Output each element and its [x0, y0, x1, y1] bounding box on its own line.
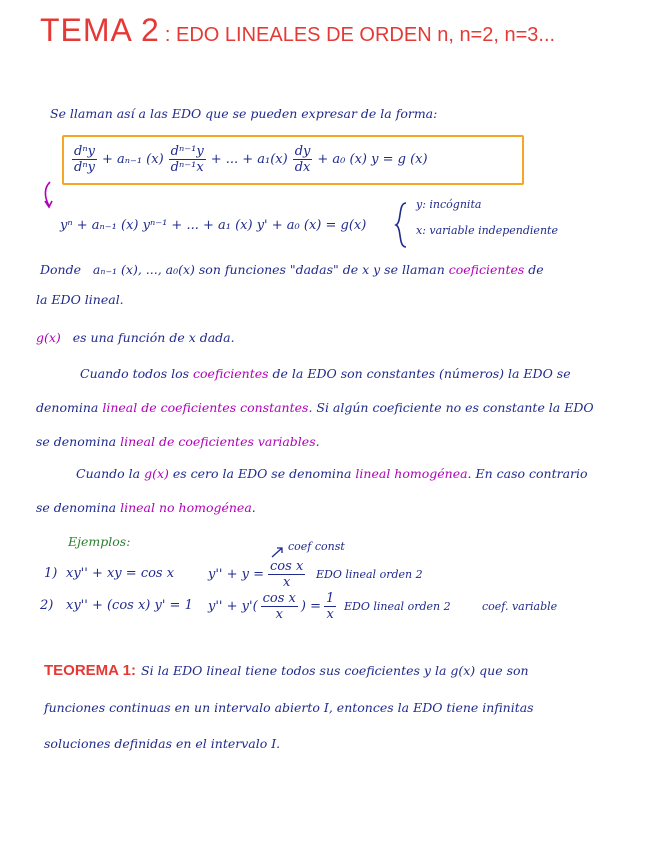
examples-heading: Ejemplos: [68, 534, 131, 549]
example-2-classification: EDO lineal orden 2 [344, 600, 451, 613]
gx-line: g(x) es una función de x dada. [36, 330, 235, 345]
theorem-line-2: funciones continuas en un intervalo abierto I, entonces la EDO tiene infinitas [44, 700, 534, 715]
theorem-line-3: soluciones definidas en el intervalo I. [44, 736, 281, 751]
arrow-up-right-icon [270, 545, 286, 559]
coef-const-annotation: coef const [288, 540, 345, 553]
page-title [40, 12, 555, 49]
homog-line-2: se denomina lineal no homogénea. [36, 500, 256, 515]
theorem-label: TEOREMA 1: [44, 662, 136, 679]
intro-text: Se llaman así a las EDO que se pueden expresar de la forma: [50, 106, 438, 121]
coeficientes-term: coeficientes [448, 262, 525, 277]
derivative-1: $\frac{dy}{dx}$ [294, 143, 311, 175]
example-2-equation: xy'' + (cos x) y' = 1 [66, 598, 193, 613]
arrow-down-icon [40, 180, 60, 210]
example-2-note: coef. variable [482, 600, 558, 613]
donde-line-1: Donde aₙ₋₁ (x), ..., a₀(x) son funciones "dadas" de x y se llaman coeficientes de [40, 262, 544, 277]
example-1-equation: xy'' + xy = cos x [66, 566, 175, 581]
general-formula: $\frac{\text{dⁿy}}{\text{dⁿy}}$ + aₙ₋₁ (x) $\frac{\text{dⁿ⁻¹y}}{\text{dⁿ⁻¹x}}$ + ... + a₁(x) $\frac{dy}{dx}$ + a₀ (x) y = g (x) [74, 143, 428, 175]
example-1-normalized: y'' + y = $\frac{\text{cos x}}{x}$ [208, 559, 304, 590]
example-1-number: 1) [44, 566, 58, 581]
example-1-classification: EDO lineal orden 2 [316, 568, 423, 581]
coef-line-3: se denomina lineal de coeficientes variables. [36, 434, 320, 449]
title-main: TEMA 2 [40, 12, 160, 48]
example-2-normalized: y'' + y'( $\frac{\text{cos x}}{x}$ ) = $\frac{1}{x}$ [208, 591, 335, 622]
curly-brace-icon [392, 200, 410, 250]
derivative-n-minus-1: $\frac{\text{dⁿ⁻¹y}}{\text{dⁿ⁻¹x}}$ [170, 143, 204, 175]
example-2-number: 2) [40, 598, 54, 613]
short-form-equation: yⁿ + aₙ₋₁ (x) yⁿ⁻¹ + ... + a₁ (x) y' + a₀ (x) = g(x) [60, 218, 367, 233]
homog-line-1: Cuando la g(x) es cero la EDO se denomina lineal homogénea. En caso contrario [76, 466, 588, 481]
note-x: x: variable independiente [416, 224, 558, 237]
theorem-line-1: TEOREMA 1: Si la EDO lineal tiene todos sus coeficientes y la g(x) que son [44, 662, 529, 679]
title-rest: : EDO LINEALES DE ORDEN n, n=2, n=3... [164, 24, 556, 46]
coef-line-2: denomina lineal de coeficientes constantes. Si algún coeficiente no es constante la EDO [36, 400, 594, 415]
donde-line-2: la EDO lineal. [36, 292, 124, 307]
coef-line-1: Cuando todos los coeficientes de la EDO son constantes (números) la EDO se [80, 366, 571, 381]
note-y: y: incógnita [416, 198, 482, 211]
derivative-n: $\frac{\text{dⁿy}}{\text{dⁿy}}$ [74, 143, 95, 175]
